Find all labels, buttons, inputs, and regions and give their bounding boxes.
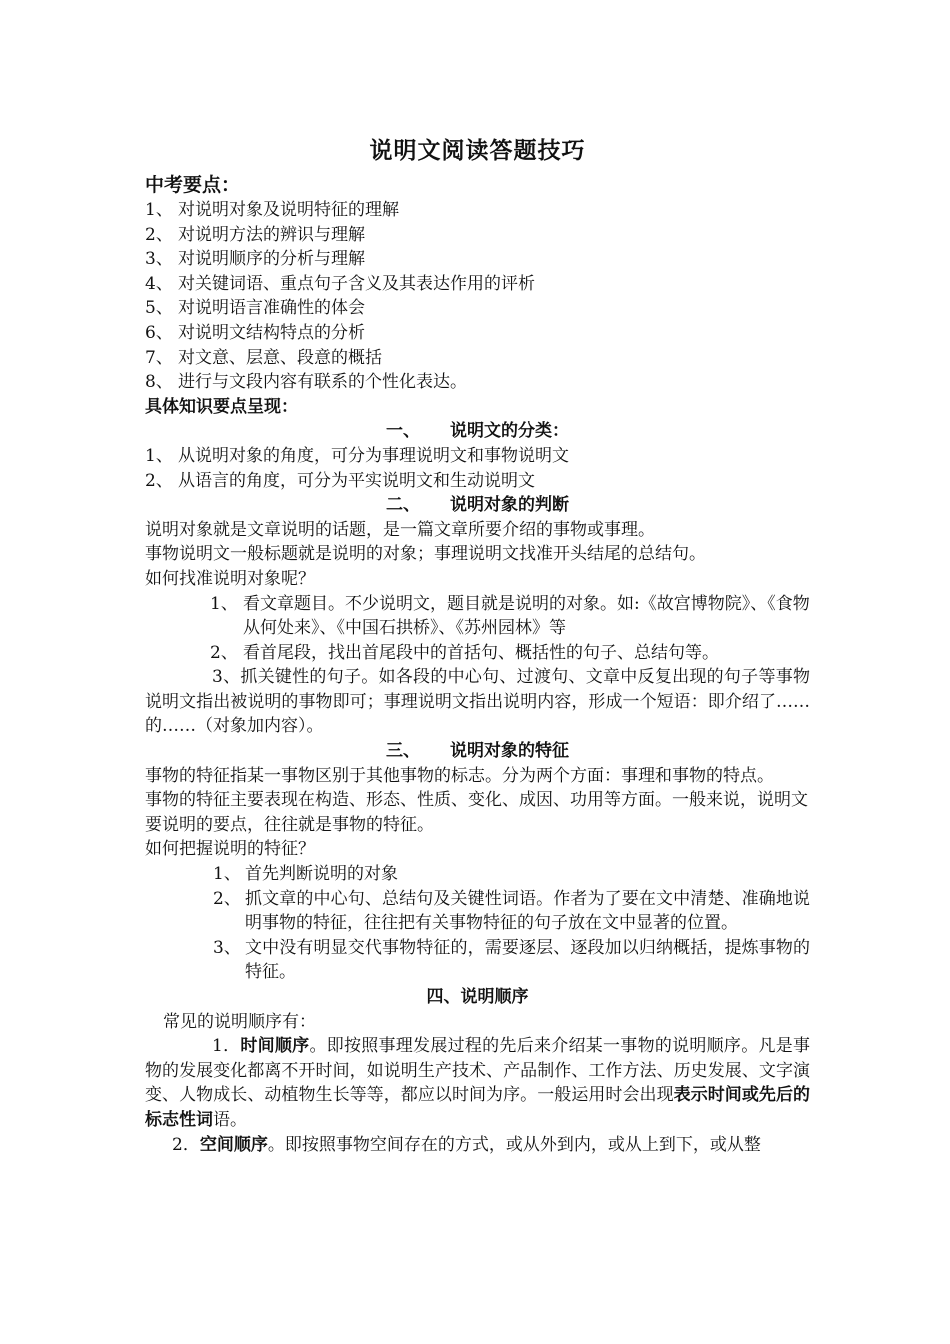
item-number: 1． (212, 1036, 241, 1057)
paragraph: 事物的特征指某一事物区别于其他事物的标志。分为两个方面：事理和事物的特点。 (145, 765, 774, 786)
item-text: 对文意、层意、段意的概括 (178, 347, 382, 368)
list-item (145, 247, 810, 272)
item-number: 1、 (213, 864, 241, 885)
item-number: 2、 (145, 470, 173, 491)
item-text: 对说明文结构特点的分析 (178, 322, 365, 343)
item-text: 看文章题目。不少说明文，题目就是说明的对象。如:《故宫博物院》、《食物从何处来》、《中国石拱桥》、《苏州园林》等 (243, 593, 810, 639)
list-item (145, 272, 810, 297)
section-heading-object (145, 493, 810, 518)
item-number: 2、 (213, 888, 241, 909)
document-body (145, 132, 810, 1157)
paragraph-text: 语。 (213, 1109, 247, 1130)
item-text: 对说明方法的辨识与理解 (178, 224, 365, 245)
term-label: 空间顺序 (199, 1134, 268, 1155)
list-item (145, 444, 810, 469)
item-number: 1、 (145, 200, 173, 220)
item-number: 3、 (213, 937, 241, 958)
item-number: 2、 (145, 224, 173, 245)
section-heading-order: 四、说明顺序 (426, 987, 529, 1007)
item-text: 看首尾段，找出首尾段中的首括句、概括性的句子、总结句等。 (243, 642, 719, 663)
section-heading-features (145, 739, 810, 764)
item-text: 从语言的角度，可分为平实说明文和生动说明文 (178, 470, 535, 491)
list-item (145, 296, 810, 321)
item-text: 对关键词语、重点句子含义及其表达作用的评析 (178, 273, 535, 294)
paragraph: 说明对象就是文章说明的话题，是一篇文章所要介绍的事物或事理。 (145, 519, 655, 540)
item-number: 7、 (145, 347, 173, 368)
paragraph-text: 。即按照事物空间存在的方式，或从外到内，或从上到下，或从整 (267, 1134, 761, 1155)
term-label: 时间顺序 (240, 1036, 310, 1057)
key-points-list (145, 198, 810, 395)
paragraph: 3、抓关键性的句子。如各段的中心句、过渡句、文章中反复出现的句子等事物说明文指出被说明的事物即可；事理说明文指出说明内容，形成一个短语：即介绍了……的……（对象加内容）。 (145, 667, 810, 737)
paragraph: 常见的说明顺序有： (163, 1011, 316, 1032)
item-text: 对说明顺序的分析与理解 (178, 249, 365, 270)
section-heading-classification (145, 419, 810, 444)
item-number: 1、 (210, 593, 238, 614)
list-item (145, 223, 810, 248)
item-text: 进行与文段内容有联系的个性化表达。 (178, 372, 467, 393)
emphasis-text: 表示时间或先后的标志性词 (145, 1085, 811, 1130)
item-text: 从说明对象的角度，可分为事理说明文和事物说明文 (178, 445, 569, 466)
list-item (145, 936, 810, 985)
list-item (145, 321, 810, 346)
item-number: 8、 (145, 372, 173, 393)
item-text: 抓文章的中心句、总结句及关键性词语。作者为了要在文中清楚、准确地说明事物的特征，往往把有关事物特征的句子放在文中显著的位置。 (245, 888, 810, 934)
item-text: 文中没有明显交代事物特征的，需要逐层、逐段加以归纳概括，提炼事物的特征。 (245, 937, 810, 983)
item-number: 2． (172, 1134, 200, 1155)
item-number: 3、 (145, 249, 173, 270)
paragraph-text: 。即按照事理发展过程的先后来介绍某一事物的说明顺序。凡是事物的发展变化都离不开时间，如说明生产技术、产品制作、工作方法、历史发展、文字演变、人物成长、动植物生长等等，都应以时间为序。一般运用时会出现 (145, 1036, 811, 1106)
section-title: 说明对象的判断 (450, 495, 569, 516)
paragraph: 事物说明文一般标题就是说明的对象；事理说明文找准开头结尾的总结句。 (145, 544, 706, 565)
item-text: 对说明语言准确性的体会 (178, 298, 365, 319)
question: 如何把握说明的特征？ (145, 839, 315, 860)
list-item (145, 592, 810, 641)
key-points-heading: 中考要点： (145, 174, 241, 196)
item-number: 4、 (145, 273, 173, 294)
section-number: 二、 (386, 495, 420, 516)
paragraph-space-order (145, 1133, 810, 1158)
item-number: 1、 (145, 445, 173, 466)
section-number: 一、 (386, 421, 420, 442)
item-number: 6、 (145, 322, 173, 343)
list-item (145, 469, 810, 494)
list-item (145, 370, 810, 395)
item-text: 对说明对象及说明特征的理解 (178, 200, 399, 220)
item-number: 5、 (145, 298, 173, 319)
list-item (145, 198, 810, 223)
knowledge-heading: 具体知识要点呈现： (145, 396, 298, 417)
section-number: 三、 (386, 741, 420, 762)
item-text: 首先判断说明的对象 (245, 864, 398, 885)
list-item (145, 641, 810, 666)
list-item (145, 887, 810, 936)
list-item (145, 862, 810, 887)
section-title: 说明对象的特征 (450, 741, 569, 762)
section-title: 说明文的分类： (450, 421, 569, 442)
question: 如何找准说明对象呢？ (145, 568, 315, 589)
paragraph-time-order (145, 1034, 810, 1132)
page-title: 说明文阅读答题技巧 (369, 137, 586, 164)
item-number: 2、 (210, 642, 238, 663)
list-item (145, 346, 810, 371)
paragraph: 事物的特征主要表现在构造、形态、性质、变化、成因、功用等方面。一般来说，说明文要说明的要点，往往就是事物的特征。 (145, 790, 808, 835)
